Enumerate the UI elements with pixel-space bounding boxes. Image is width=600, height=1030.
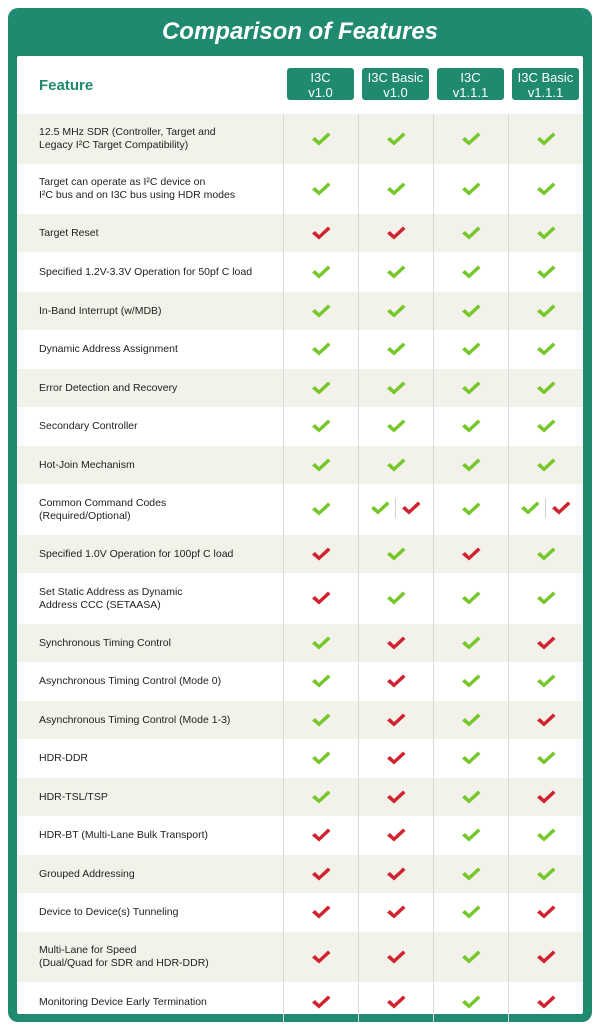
- green-check-icon: [461, 303, 481, 319]
- support-cell: [433, 484, 508, 535]
- green-check-icon: [520, 500, 540, 516]
- support-cell: [283, 214, 358, 252]
- table-row: [17, 662, 583, 701]
- comparison-card: [8, 8, 592, 1022]
- version-badge-name: I3C Basic: [517, 70, 574, 85]
- green-check-icon: [536, 750, 556, 766]
- version-badge-name: I3C Basic: [367, 70, 424, 85]
- green-check-icon: [536, 673, 556, 689]
- support-cell: [283, 816, 358, 855]
- green-check-icon: [311, 303, 331, 319]
- feature-name: [17, 114, 283, 164]
- red-check-icon: [311, 827, 331, 843]
- support-cell: [508, 982, 583, 1022]
- table-row: [17, 407, 583, 446]
- support-cell: [508, 624, 583, 662]
- green-check-icon: [386, 341, 406, 357]
- support-cell: [358, 292, 433, 330]
- support-cell: [433, 369, 508, 407]
- feature-table-panel: [17, 56, 583, 1014]
- green-check-icon: [461, 225, 481, 241]
- green-check-icon: [536, 264, 556, 280]
- support-cell: [433, 855, 508, 893]
- support-cell: [433, 778, 508, 816]
- support-cell: [433, 292, 508, 330]
- red-check-icon: [536, 949, 556, 965]
- support-cell: [358, 855, 433, 893]
- feature-name: [17, 252, 283, 292]
- green-check-icon: [461, 994, 481, 1010]
- required-optional-marks: [370, 498, 421, 518]
- green-check-icon: [311, 501, 331, 517]
- red-check-icon: [311, 225, 331, 241]
- feature-name-line: Specified 1.0V Operation for 100pf C load: [39, 547, 234, 560]
- green-check-icon: [461, 131, 481, 147]
- feature-name: [17, 214, 283, 252]
- support-cell: [358, 535, 433, 573]
- support-cell: [508, 164, 583, 214]
- table-row: [17, 369, 583, 407]
- support-cell: [283, 484, 358, 535]
- support-cell: [283, 932, 358, 982]
- version-badge: [512, 68, 579, 100]
- feature-name: [17, 369, 283, 407]
- table-row: [17, 778, 583, 816]
- red-check-icon: [461, 546, 481, 562]
- red-check-icon: [311, 546, 331, 562]
- green-check-icon: [311, 673, 331, 689]
- support-cell: [508, 114, 583, 164]
- red-check-icon: [551, 500, 571, 516]
- table-header-row: [17, 56, 583, 114]
- green-check-icon: [311, 635, 331, 651]
- green-check-icon: [386, 264, 406, 280]
- red-check-icon: [386, 673, 406, 689]
- feature-name: [17, 893, 283, 932]
- feature-name: [17, 855, 283, 893]
- green-check-icon: [536, 181, 556, 197]
- feature-name: [17, 407, 283, 446]
- table-row: [17, 701, 583, 739]
- feature-name: [17, 739, 283, 778]
- support-cell: [508, 778, 583, 816]
- version-badge: [287, 68, 354, 100]
- support-cell: [358, 662, 433, 701]
- support-cell: [358, 330, 433, 369]
- column-header-i3c-basic-v1-0: [358, 56, 433, 114]
- support-cell: [433, 446, 508, 484]
- table-row: [17, 214, 583, 252]
- support-cell: [283, 624, 358, 662]
- support-cell: [508, 369, 583, 407]
- support-cell: [508, 662, 583, 701]
- table-row: [17, 624, 583, 662]
- green-check-icon: [311, 418, 331, 434]
- green-check-icon: [311, 380, 331, 396]
- feature-name-line: Synchronous Timing Control: [39, 636, 171, 649]
- support-cell: [283, 701, 358, 739]
- feature-name-line: HDR-DDR: [39, 752, 88, 764]
- feature-name-line: Secondary Controller: [39, 420, 138, 432]
- table-row: [17, 855, 583, 893]
- support-cell: [283, 573, 358, 624]
- green-check-icon: [461, 673, 481, 689]
- support-cell: [358, 816, 433, 855]
- green-check-icon: [311, 181, 331, 197]
- feature-name-line: Asynchronous Timing Control (Mode 1-3): [39, 713, 231, 726]
- green-check-icon: [311, 750, 331, 766]
- green-check-icon: [311, 457, 331, 473]
- feature-name: [17, 932, 283, 982]
- support-cell: [283, 164, 358, 214]
- table-row: [17, 816, 583, 855]
- red-check-icon: [536, 635, 556, 651]
- support-cell: [508, 855, 583, 893]
- feature-name-line: Dynamic Address Assignment: [39, 343, 178, 355]
- green-check-icon: [461, 750, 481, 766]
- feature-name-line: Target can operate as I²C device on: [39, 176, 206, 188]
- feature-name-line: Common Command Codes: [39, 496, 167, 509]
- feature-name-line: Monitoring Device Early Termination: [39, 995, 207, 1008]
- column-header-i3c-basic-v1-1-1: [508, 56, 583, 114]
- red-check-icon: [401, 500, 421, 516]
- feature-name-line: HDR-TSL/TSP: [39, 790, 108, 803]
- column-header-i3c-v1-1-1: [433, 56, 508, 114]
- feature-name-line: Grouped Addressing: [39, 867, 135, 880]
- support-cell: [358, 484, 433, 535]
- feature-name-line: Address CCC (SETAASA): [39, 598, 161, 611]
- green-check-icon: [536, 380, 556, 396]
- red-check-icon: [386, 712, 406, 728]
- support-cell: [508, 535, 583, 573]
- feature-name-line: Asynchronous Timing Control (Mode 0): [39, 675, 222, 687]
- support-cell: [433, 330, 508, 369]
- red-check-icon: [386, 904, 406, 920]
- green-check-icon: [461, 457, 481, 473]
- red-check-icon: [386, 225, 406, 241]
- green-check-icon: [536, 131, 556, 147]
- green-check-icon: [461, 341, 481, 357]
- feature-name: [17, 573, 283, 624]
- divider: [395, 498, 396, 518]
- support-cell: [358, 369, 433, 407]
- column-header-i3c-v1-0: [283, 56, 358, 114]
- green-check-icon: [386, 380, 406, 396]
- green-check-icon: [461, 789, 481, 805]
- green-check-icon: [461, 827, 481, 843]
- support-cell: [508, 484, 583, 535]
- green-check-icon: [536, 303, 556, 319]
- page-title: Comparison of Features: [161, 18, 439, 45]
- support-cell: [283, 982, 358, 1022]
- green-check-icon: [536, 341, 556, 357]
- version-badge: [362, 68, 429, 100]
- table-row: [17, 164, 583, 214]
- support-cell: [508, 407, 583, 446]
- feature-name: [17, 778, 283, 816]
- support-cell: [508, 816, 583, 855]
- support-cell: [433, 114, 508, 164]
- red-check-icon: [311, 866, 331, 882]
- red-check-icon: [536, 789, 556, 805]
- support-cell: [283, 330, 358, 369]
- table-row: [17, 446, 583, 484]
- support-cell: [283, 893, 358, 932]
- red-check-icon: [386, 994, 406, 1010]
- green-check-icon: [461, 380, 481, 396]
- feature-name-line: Hot-Join Mechanism: [39, 458, 135, 471]
- feature-column-header: Feature: [39, 76, 94, 94]
- green-check-icon: [536, 866, 556, 882]
- support-cell: [358, 624, 433, 662]
- support-cell: [283, 446, 358, 484]
- support-cell: [508, 893, 583, 932]
- feature-name-line: (Dual/Quad for SDR and HDR-DDR): [39, 957, 209, 969]
- support-cell: [508, 573, 583, 624]
- feature-name: [17, 484, 283, 535]
- table-row: [17, 114, 583, 164]
- red-check-icon: [536, 994, 556, 1010]
- red-check-icon: [536, 904, 556, 920]
- feature-name: [17, 624, 283, 662]
- support-cell: [433, 816, 508, 855]
- green-check-icon: [461, 712, 481, 728]
- support-cell: [508, 701, 583, 739]
- feature-name-line: Legacy I²C Target Compatibility): [39, 139, 189, 151]
- support-cell: [358, 932, 433, 982]
- support-cell: [358, 701, 433, 739]
- required-optional-marks: [520, 498, 571, 518]
- red-check-icon: [311, 904, 331, 920]
- red-check-icon: [386, 635, 406, 651]
- support-cell: [358, 446, 433, 484]
- feature-name-line: Target Reset: [39, 226, 99, 239]
- green-check-icon: [461, 418, 481, 434]
- table-row: [17, 982, 583, 1022]
- feature-name: [17, 292, 283, 330]
- table-row: [17, 739, 583, 778]
- feature-name-line: Set Static Address as Dynamic: [39, 585, 183, 598]
- green-check-icon: [461, 866, 481, 882]
- feature-name-line: I²C bus and on I3C bus using HDR modes: [39, 189, 236, 201]
- green-check-icon: [536, 457, 556, 473]
- feature-name-line: Device to Device(s) Tunneling: [39, 906, 179, 918]
- green-check-icon: [386, 303, 406, 319]
- feature-name: [17, 446, 283, 484]
- green-check-icon: [461, 635, 481, 651]
- feature-name-line: Multi-Lane for Speed: [39, 944, 137, 956]
- green-check-icon: [461, 590, 481, 606]
- green-check-icon: [461, 181, 481, 197]
- feature-name: [17, 535, 283, 573]
- support-cell: [508, 252, 583, 292]
- support-cell: [433, 701, 508, 739]
- table-row: [17, 573, 583, 624]
- green-check-icon: [536, 590, 556, 606]
- table-row: [17, 330, 583, 369]
- feature-name-line: Specified 1.2V-3.3V Operation for 50pf C load: [39, 265, 253, 278]
- table-row: [17, 252, 583, 292]
- table-body: [17, 114, 583, 1022]
- red-check-icon: [386, 949, 406, 965]
- red-check-icon: [536, 712, 556, 728]
- support-cell: [283, 739, 358, 778]
- green-check-icon: [461, 949, 481, 965]
- support-cell: [433, 407, 508, 446]
- feature-name-line: HDR-BT (Multi-Lane Bulk Transport): [39, 829, 209, 841]
- support-cell: [358, 407, 433, 446]
- support-cell: [283, 369, 358, 407]
- version-badge: [437, 68, 504, 100]
- support-cell: [358, 214, 433, 252]
- support-cell: [433, 662, 508, 701]
- support-cell: [433, 214, 508, 252]
- table-row: [17, 893, 583, 932]
- feature-name-line: In-Band Interrupt (w/MDB): [39, 304, 162, 317]
- green-check-icon: [461, 904, 481, 920]
- green-check-icon: [536, 827, 556, 843]
- version-badge-version: v1.0: [308, 85, 333, 100]
- support-cell: [283, 252, 358, 292]
- red-check-icon: [386, 789, 406, 805]
- version-badge-version: v1.1.1: [452, 85, 489, 100]
- feature-name: [17, 330, 283, 369]
- support-cell: [433, 624, 508, 662]
- divider: [545, 498, 546, 518]
- support-cell: [433, 982, 508, 1022]
- green-check-icon: [370, 500, 390, 516]
- green-check-icon: [386, 418, 406, 434]
- table-row: [17, 484, 583, 535]
- green-check-icon: [311, 789, 331, 805]
- green-check-icon: [311, 712, 331, 728]
- support-cell: [433, 535, 508, 573]
- green-check-icon: [536, 225, 556, 241]
- green-check-icon: [461, 264, 481, 280]
- support-cell: [358, 573, 433, 624]
- version-badge-version: v1.0: [383, 85, 408, 100]
- feature-comparison-table: [17, 56, 583, 1022]
- support-cell: [508, 446, 583, 484]
- red-check-icon: [311, 994, 331, 1010]
- support-cell: [358, 114, 433, 164]
- feature-name: [17, 164, 283, 214]
- support-cell: [433, 573, 508, 624]
- table-row: [17, 292, 583, 330]
- green-check-icon: [386, 546, 406, 562]
- support-cell: [433, 252, 508, 292]
- support-cell: [358, 252, 433, 292]
- support-cell: [358, 739, 433, 778]
- feature-name: [17, 816, 283, 855]
- support-cell: [358, 778, 433, 816]
- version-badge-name: I3C: [460, 70, 481, 85]
- support-cell: [283, 662, 358, 701]
- support-cell: [508, 330, 583, 369]
- support-cell: [283, 855, 358, 893]
- red-check-icon: [386, 750, 406, 766]
- green-check-icon: [386, 457, 406, 473]
- feature-name-line: (Required/Optional): [39, 509, 131, 522]
- support-cell: [283, 292, 358, 330]
- support-cell: [433, 739, 508, 778]
- feature-name: [17, 701, 283, 739]
- support-cell: [508, 932, 583, 982]
- green-check-icon: [386, 181, 406, 197]
- green-check-icon: [536, 546, 556, 562]
- green-check-icon: [311, 131, 331, 147]
- support-cell: [433, 164, 508, 214]
- support-cell: [433, 893, 508, 932]
- support-cell: [508, 292, 583, 330]
- green-check-icon: [311, 341, 331, 357]
- red-check-icon: [311, 590, 331, 606]
- support-cell: [358, 982, 433, 1022]
- green-check-icon: [386, 131, 406, 147]
- support-cell: [508, 739, 583, 778]
- feature-name: [17, 982, 283, 1022]
- version-badge-version: v1.1.1: [527, 85, 564, 100]
- support-cell: [358, 893, 433, 932]
- feature-name: [17, 662, 283, 701]
- support-cell: [508, 214, 583, 252]
- red-check-icon: [386, 866, 406, 882]
- green-check-icon: [386, 590, 406, 606]
- green-check-icon: [536, 418, 556, 434]
- feature-name-line: 12.5 MHz SDR (Controller, Target and: [39, 126, 216, 138]
- support-cell: [433, 932, 508, 982]
- support-cell: [283, 407, 358, 446]
- support-cell: [283, 778, 358, 816]
- support-cell: [358, 164, 433, 214]
- table-row: [17, 932, 583, 982]
- red-check-icon: [386, 827, 406, 843]
- version-badge-name: I3C: [310, 70, 331, 85]
- support-cell: [283, 114, 358, 164]
- table-row: [17, 535, 583, 573]
- feature-name-line: Error Detection and Recovery: [39, 381, 178, 394]
- support-cell: [283, 535, 358, 573]
- green-check-icon: [311, 264, 331, 280]
- green-check-icon: [461, 501, 481, 517]
- red-check-icon: [311, 949, 331, 965]
